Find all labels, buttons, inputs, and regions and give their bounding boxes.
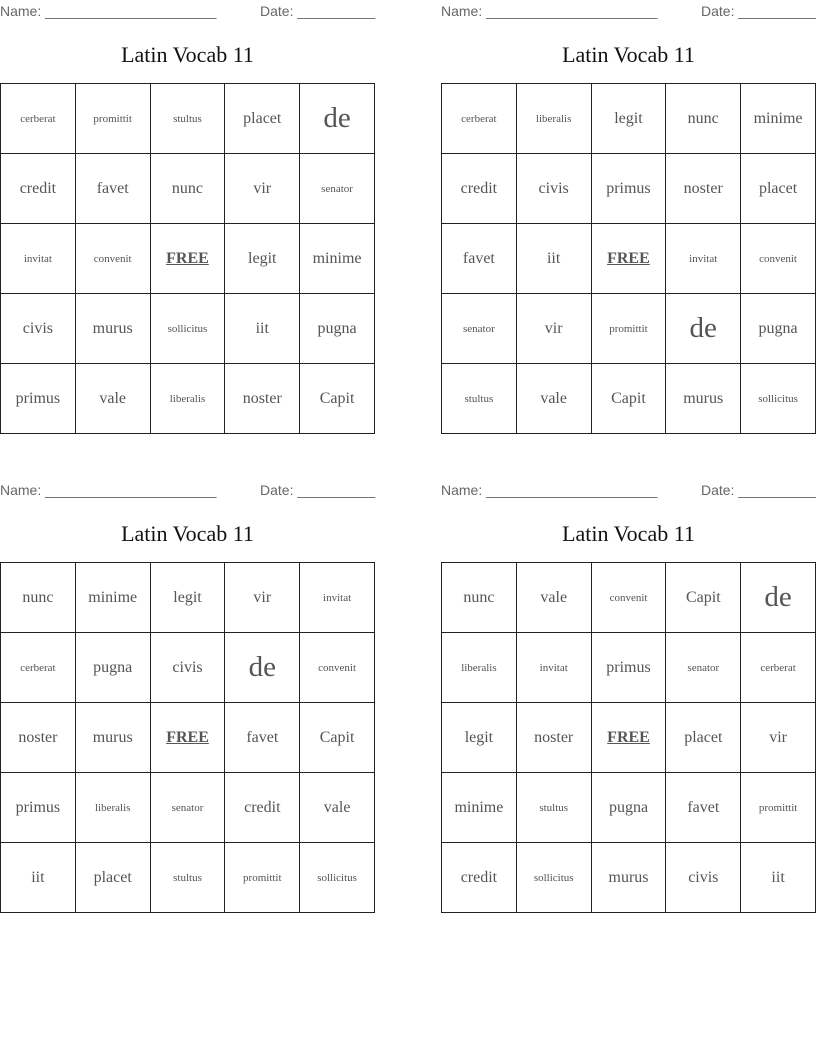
- vocab-cell: civis: [150, 633, 225, 703]
- vocab-cell: nunc: [666, 84, 741, 154]
- vocab-cell: iit: [741, 843, 816, 913]
- vocab-cell: sollicitus: [150, 294, 225, 364]
- vocab-cell: pugna: [591, 773, 666, 843]
- grid-row: [442, 563, 816, 633]
- vocab-cell: sollicitus: [516, 843, 591, 913]
- vocab-cell: legit: [591, 84, 666, 154]
- vocab-cell: favet: [75, 154, 150, 224]
- vocab-cell: promittit: [225, 843, 300, 913]
- vocab-cell: civis: [666, 843, 741, 913]
- vocab-cell: Capit: [666, 563, 741, 633]
- vocab-cell: nunc: [150, 154, 225, 224]
- vocab-cell: noster: [666, 154, 741, 224]
- card-title: Latin Vocab 11: [562, 42, 695, 67]
- vocab-cell: minime: [442, 773, 517, 843]
- vocab-cell: senator: [300, 154, 375, 224]
- vocab-cell: vir: [516, 294, 591, 364]
- vocab-cell: legit: [442, 703, 517, 773]
- name-field: Name: ______________________: [0, 3, 217, 19]
- vocab-cell: primus: [591, 633, 666, 703]
- date-field: Date: __________: [701, 3, 816, 19]
- bingo-card-4: [441, 479, 816, 886]
- grid-row: [1, 703, 375, 773]
- vocab-cell: liberalis: [516, 84, 591, 154]
- vocab-cell: cerberat: [442, 84, 517, 154]
- vocab-cell: legit: [150, 563, 225, 633]
- bingo-card-2: [441, 0, 816, 407]
- card-header: [441, 479, 816, 499]
- card-header: [0, 0, 375, 20]
- vocab-cell: primus: [1, 364, 76, 434]
- name-field: Name: ______________________: [0, 482, 217, 498]
- vocab-cell: placet: [225, 84, 300, 154]
- grid-row: [442, 224, 816, 294]
- vocab-cell: senator: [666, 633, 741, 703]
- vocab-cell: sollicitus: [741, 364, 816, 434]
- card-header: [0, 479, 375, 499]
- vocab-cell: nunc: [442, 563, 517, 633]
- card-header: [441, 0, 816, 20]
- vocab-cell: cerberat: [1, 633, 76, 703]
- bingo-card-1: [0, 0, 376, 407]
- vocab-cell: pugna: [741, 294, 816, 364]
- bingo-grid: [0, 562, 375, 913]
- date-field: Date: __________: [260, 482, 376, 498]
- vocab-cell: credit: [1, 154, 76, 224]
- free-space-cell: FREE: [150, 703, 225, 773]
- vocab-cell: placet: [741, 154, 816, 224]
- vocab-cell: convenit: [591, 563, 666, 633]
- vocab-cell: vale: [516, 563, 591, 633]
- vocab-cell: invitat: [300, 563, 375, 633]
- vocab-cell: vir: [225, 563, 300, 633]
- vocab-cell: liberalis: [75, 773, 150, 843]
- vocab-cell: convenit: [741, 224, 816, 294]
- vocab-cell: vale: [75, 364, 150, 434]
- grid-row: [442, 154, 816, 224]
- vocab-cell: vale: [300, 773, 375, 843]
- vocab-cell: de: [225, 633, 300, 703]
- vocab-cell: minime: [300, 224, 375, 294]
- vocab-cell: placet: [75, 843, 150, 913]
- vocab-cell: primus: [591, 154, 666, 224]
- vocab-cell: nunc: [1, 563, 76, 633]
- vocab-cell: vir: [225, 154, 300, 224]
- vocab-cell: senator: [442, 294, 517, 364]
- vocab-cell: stultus: [150, 84, 225, 154]
- grid-row: [1, 843, 375, 913]
- vocab-cell: favet: [442, 224, 517, 294]
- card-title: Latin Vocab 11: [121, 521, 254, 546]
- date-field: Date: __________: [260, 3, 376, 19]
- vocab-cell: liberalis: [442, 633, 517, 703]
- vocab-cell: pugna: [300, 294, 375, 364]
- vocab-cell: murus: [666, 364, 741, 434]
- vocab-cell: pugna: [75, 633, 150, 703]
- vocab-cell: de: [741, 563, 816, 633]
- vocab-cell: invitat: [516, 633, 591, 703]
- grid-row: [442, 84, 816, 154]
- vocab-cell: stultus: [150, 843, 225, 913]
- card-title: Latin Vocab 11: [562, 521, 695, 546]
- name-field: Name: ______________________: [441, 3, 658, 19]
- vocab-cell: senator: [150, 773, 225, 843]
- vocab-cell: iit: [225, 294, 300, 364]
- grid-row: [1, 364, 375, 434]
- vocab-cell: invitat: [1, 224, 76, 294]
- grid-row: [1, 224, 375, 294]
- vocab-cell: murus: [75, 703, 150, 773]
- vocab-cell: favet: [666, 773, 741, 843]
- name-field: Name: ______________________: [441, 482, 658, 498]
- vocab-cell: promittit: [591, 294, 666, 364]
- vocab-cell: legit: [225, 224, 300, 294]
- vocab-cell: Capit: [591, 364, 666, 434]
- vocab-cell: vir: [741, 703, 816, 773]
- vocab-cell: primus: [1, 773, 76, 843]
- vocab-cell: murus: [591, 843, 666, 913]
- vocab-cell: de: [666, 294, 741, 364]
- vocab-cell: promittit: [741, 773, 816, 843]
- vocab-cell: minime: [75, 563, 150, 633]
- vocab-cell: minime: [741, 84, 816, 154]
- vocab-cell: promittit: [75, 84, 150, 154]
- vocab-cell: cerberat: [741, 633, 816, 703]
- vocab-cell: murus: [75, 294, 150, 364]
- vocab-cell: credit: [442, 843, 517, 913]
- vocab-cell: credit: [442, 154, 517, 224]
- bingo-card-3: [0, 479, 376, 886]
- grid-row: [442, 703, 816, 773]
- grid-row: [1, 154, 375, 224]
- vocab-cell: civis: [1, 294, 76, 364]
- grid-row: [442, 843, 816, 913]
- bingo-grid: [441, 83, 816, 434]
- vocab-cell: vale: [516, 364, 591, 434]
- grid-row: [442, 633, 816, 703]
- bingo-grid: [441, 562, 816, 913]
- vocab-cell: Capit: [300, 364, 375, 434]
- vocab-cell: convenit: [75, 224, 150, 294]
- vocab-cell: cerberat: [1, 84, 76, 154]
- grid-row: [1, 773, 375, 843]
- grid-row: [1, 84, 375, 154]
- vocab-cell: Capit: [300, 703, 375, 773]
- grid-row: [442, 294, 816, 364]
- vocab-cell: favet: [225, 703, 300, 773]
- vocab-cell: stultus: [516, 773, 591, 843]
- grid-row: [1, 633, 375, 703]
- card-title: Latin Vocab 11: [121, 42, 254, 67]
- date-field: Date: __________: [701, 482, 816, 498]
- grid-row: [442, 364, 816, 434]
- vocab-cell: placet: [666, 703, 741, 773]
- free-space-cell: FREE: [591, 703, 666, 773]
- vocab-cell: sollicitus: [300, 843, 375, 913]
- vocab-cell: stultus: [442, 364, 517, 434]
- vocab-cell: iit: [516, 224, 591, 294]
- vocab-cell: credit: [225, 773, 300, 843]
- bingo-grid: [0, 83, 375, 434]
- vocab-cell: iit: [1, 843, 76, 913]
- vocab-cell: civis: [516, 154, 591, 224]
- grid-row: [1, 294, 375, 364]
- vocab-cell: noster: [516, 703, 591, 773]
- vocab-cell: noster: [1, 703, 76, 773]
- grid-row: [1, 563, 375, 633]
- vocab-cell: noster: [225, 364, 300, 434]
- vocab-cell: liberalis: [150, 364, 225, 434]
- vocab-cell: convenit: [300, 633, 375, 703]
- free-space-cell: FREE: [150, 224, 225, 294]
- vocab-cell: de: [300, 84, 375, 154]
- grid-row: [442, 773, 816, 843]
- free-space-cell: FREE: [591, 224, 666, 294]
- vocab-cell: invitat: [666, 224, 741, 294]
